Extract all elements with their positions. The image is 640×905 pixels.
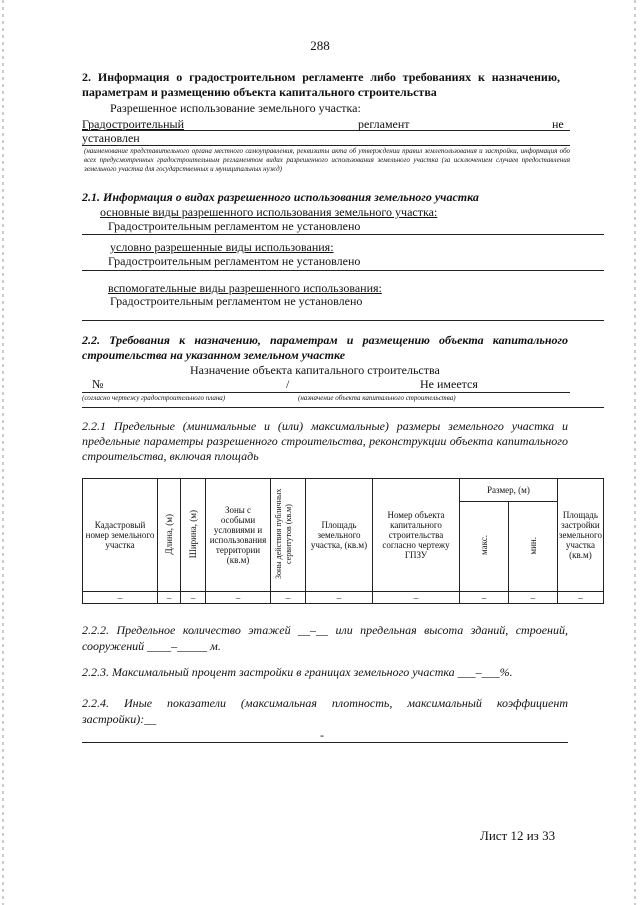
main-uses-label: основные виды разрешенного использования земельного участка:	[100, 205, 438, 219]
permitted-use-label: Разрешенное использование земельного участка:	[110, 101, 361, 115]
regulation-word-2: регламент	[358, 117, 410, 131]
section-2-2-4-text: 2.2.4. Иные показатели (максимальная плотность, максимальный коэффициент застройки):__	[82, 696, 568, 726]
conditional-uses-label: условно разрешенные виды использования:	[110, 240, 334, 254]
header-cadastral: Кадастровый номер земельного участка	[83, 479, 158, 592]
object-number-label: №	[92, 377, 104, 391]
cell-width: –	[181, 592, 206, 604]
cell-build-area: –	[557, 592, 603, 604]
cell-cadastral: –	[83, 592, 158, 604]
object-note-left: (согласно чертежу градостроительного плана)	[82, 394, 226, 402]
auxiliary-uses-value: Градостроительным регламентом не установлено	[110, 294, 363, 308]
conditional-uses-value: Градостроительным регламентом не установлено	[108, 254, 361, 268]
section-2-2-3-text: 2.2.3. Максимальный процент застройки в границах земельного участка ___–___%.	[82, 665, 513, 679]
main-uses-value: Градостроительным регламентом не установлено	[108, 219, 361, 233]
section-2-2-2-text: 2.2.2. Предельное количество этажей __–__ или предельная высота зданий, строений, сооружений ____–_____ м.	[82, 623, 568, 653]
header-length: Длина, (м)	[164, 513, 174, 555]
parameters-table	[82, 478, 604, 604]
section-2-note: (наименование представительного органа местного самоуправления, реквизиты акта об утверждении правил землепользования и застройки, информация обо всех предусмотренных градостроительным регламентом видах разрешенного использования земельного участка (за исключением случаев предоставления земельного участка для государственных и муниципальных нужд)	[84, 147, 570, 173]
regulation-word-4: установлен	[82, 131, 140, 145]
left-edge-noise	[2, 0, 4, 905]
cell-special-zones: –	[206, 592, 271, 604]
right-edge-noise	[634, 0, 636, 905]
header-special-zones: Зоны с особыми условиями и использования территории (кв.м)	[206, 479, 271, 592]
section-2-2-1-text: 2.2.1 Предельные (минимальные и (или) максимальные) размеры земельного участка и предельные параметры разрешенного строительства, реконструкции объекта капитального строительства, включая площадь	[82, 419, 568, 463]
regulation-word-3: не	[552, 117, 564, 131]
header-min: мин.	[527, 536, 538, 555]
section-2-2-4-dash: -	[320, 728, 324, 742]
header-build-area: Площадь застройки земельного участка (кв.м)	[557, 479, 603, 592]
section-2-2-heading: 2.2. Требования к назначению, параметрам и размещению объекта капитального строительства на указанном земельном участке	[82, 333, 568, 362]
cell-min: –	[508, 592, 557, 604]
section-2-heading: 2. Информация о градостроительном регламенте либо требованиях к назначению, параметрам и размещению объекта капитального строительства	[82, 70, 560, 99]
header-size: Размер, (м)	[460, 479, 558, 502]
header-area: Площадь земельного участка, (кв.м)	[306, 479, 373, 592]
cell-servitude: –	[271, 592, 306, 604]
cell-area: –	[306, 592, 373, 604]
cell-object-number: –	[373, 592, 460, 604]
object-purpose-label: Назначение объекта капитального строительства	[190, 363, 440, 377]
object-note-right: (назначение объекта капитального строительства)	[298, 394, 456, 402]
object-slash: /	[286, 377, 290, 391]
header-max: макс.	[478, 535, 489, 556]
object-none-value: Не имеется	[420, 377, 478, 391]
cell-max: –	[460, 592, 509, 604]
header-object-number: Номер объекта капитального строительства согласно чертежу ГПЗУ	[373, 479, 460, 592]
page-number: 288	[310, 38, 330, 53]
auxiliary-uses-label: вспомогательные виды разрешенного использования:	[108, 281, 382, 295]
cell-length: –	[158, 592, 181, 604]
header-width: Ширина, (м)	[188, 509, 198, 559]
header-servitude: Зоны действия публичных сервитутов (кв.м)	[274, 488, 293, 580]
section-2-1-heading: 2.1. Информация о видах разрешенного использования земельного участка	[82, 190, 479, 204]
sheet-number: Лист 12 из 33	[480, 828, 556, 843]
regulation-word-1: Градостроительный	[82, 117, 184, 131]
